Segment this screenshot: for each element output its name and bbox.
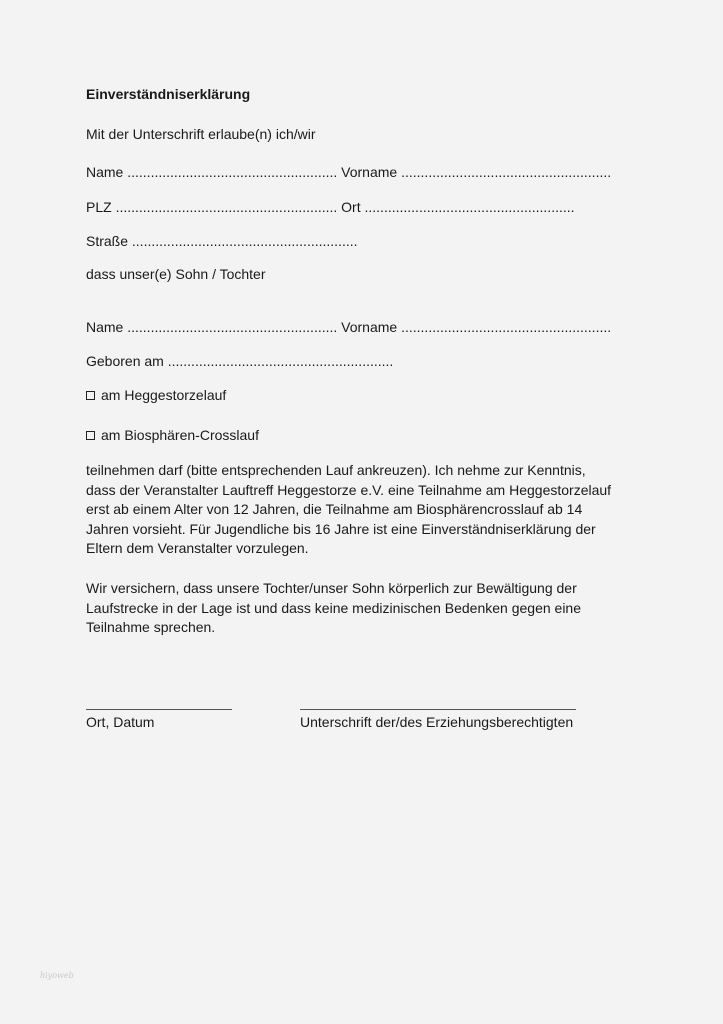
paragraph-line: Jahren vorsieht. Für Jugendliche bis 16 Jahre ist eine Einverständniserklärung der [86,520,596,537]
paragraph-line: Eltern dem Veranstalter vorzulegen. [86,540,309,556]
guardian-signature-label: Unterschrift der/des Erziehungsberechtigten [300,714,574,730]
place-date-signature-line [86,709,232,710]
parent-plz-field: PLZ ......................................................... Ort ...................................................... [86,199,575,215]
paragraph-conditions [86,461,646,559]
paragraph-line: Wir versichern, dass unsere Tochter/unser Sohn körperlich zur Bewältigung der [86,580,577,596]
paragraph-line: teilnehmen darf (bitte entsprechenden Lauf ankreuzen). Ich nehme zur Kenntnis, [86,462,586,478]
child-intro-text: dass unser(e) Sohn / Tochter [86,266,266,282]
watermark: hiyoweb [40,971,74,980]
paragraph-line: Laufstrecke in der Lage ist und dass keine medizinischen Bedenken gegen eine [86,599,581,616]
parent-name-field: Name ...................................................... Vorname ...................................................... [86,164,612,180]
child-name-field: Name ...................................................... Vorname ...................................................... [86,319,612,335]
parent-street-field: Straße .......................................................... [86,233,358,249]
option-heggestorzelauf [86,386,226,404]
intro-text: Mit der Unterschrift erlaube(n) ich/wir [86,126,316,142]
paragraph-line: dass der Veranstalter Lauftreff Heggestorze e.V. eine Teilnahme am Heggestorzelauf [86,481,612,498]
place-date-label: Ort, Datum [86,714,155,730]
option-label: am Biosphären-Crosslauf [101,427,259,443]
paragraph-line: erst ab einem Alter von 12 Jahren, die Teilnahme am Biosphärencrosslauf ab 14 [86,501,583,517]
document-title: Einverständniserklärung [86,86,251,102]
checkbox-icon [86,431,95,440]
option-label: am Heggestorzelauf [101,387,227,403]
paragraph-assurance [86,579,646,638]
child-birthdate-field: Geboren am .......................................................... [86,353,394,369]
checkbox-icon [86,391,95,400]
option-biosphaeren-crosslauf [86,426,259,444]
guardian-signature-line [300,709,576,710]
paragraph-line: Teilnahme sprechen. [86,619,216,635]
